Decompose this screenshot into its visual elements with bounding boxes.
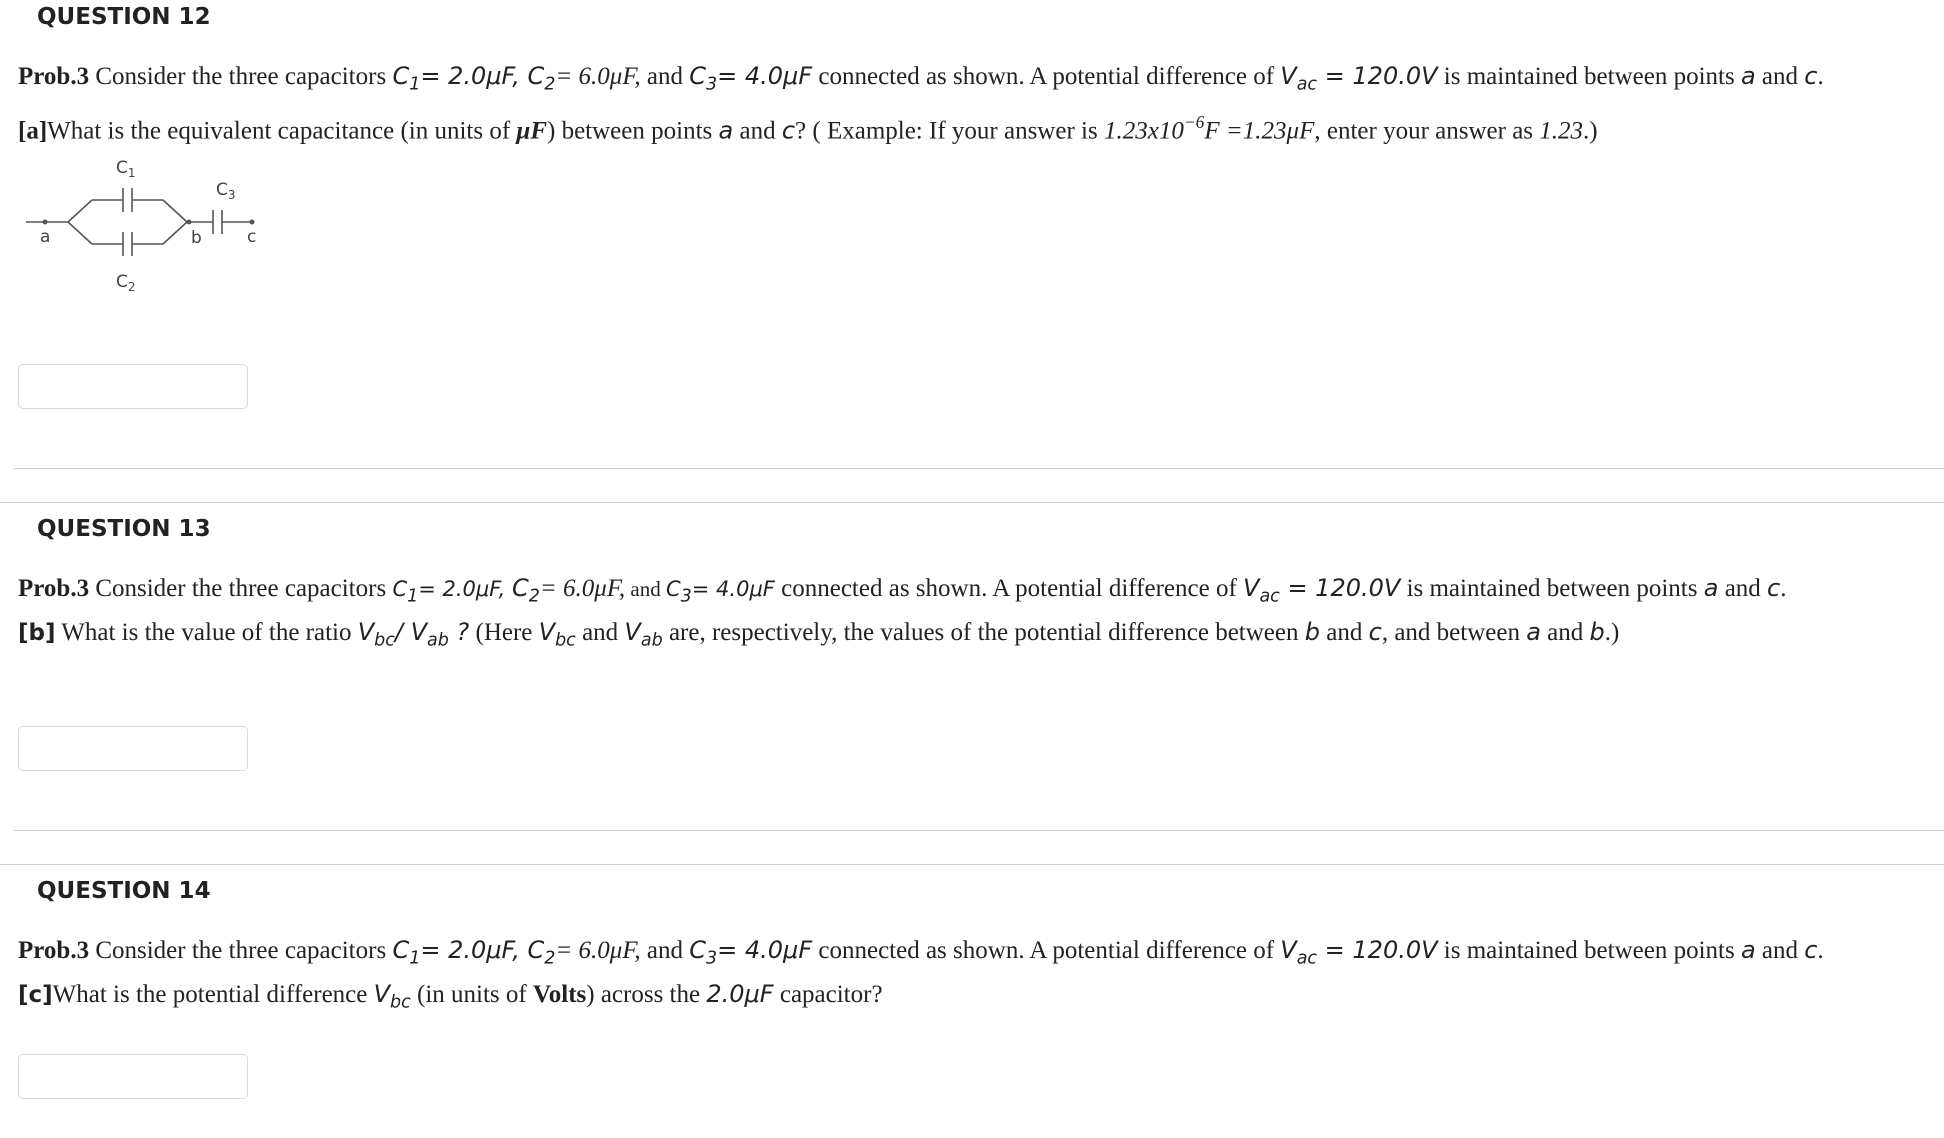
c1-label: $C_1$ (116, 158, 136, 180)
part-label: [a] (18, 117, 48, 145)
question-12-prompt: [a]What is the equivalent capacitance (in units of μF) between points a and c? ( Example: If your answer is $1.23x10^{-6}F =1.23\mu F$, enter your answer as 1.23.) (18, 112, 1598, 145)
prob-label: Prob.3 (18, 937, 90, 964)
node-b-dot (187, 220, 192, 225)
node-b-label: b (191, 228, 202, 248)
divider (0, 502, 1944, 503)
question-13-header: QUESTION 13 (37, 516, 211, 542)
question-14-statement: Prob.3 Consider the three capacitors $C_1= 2.0\mu F$, $C_2= 6.0\mu F$, and $C_3= 4.0\mu F$ connected as shown. A potential difference of $V_{ac} = 120.0V$ is maintained between points a and c. (18, 936, 1824, 969)
question-13-answer-input[interactable] (18, 726, 248, 771)
question-12-statement: Prob.3 Consider the three capacitors $C_1= 2.0\mu F$, $C_2= 6.0\mu F$, and $C_3= 4.0\mu F$ connected as shown. A potential difference of $V_{ac} = 120.0V$ is maintained between points a and c. (18, 62, 1824, 95)
node-a-label: a (40, 227, 51, 247)
question-14-header: QUESTION 14 (37, 878, 211, 904)
divider (14, 468, 1944, 469)
prob-label: Prob.3 (18, 575, 90, 602)
node-c-label: c (247, 227, 257, 247)
circuit-diagram (20, 150, 260, 295)
divider (14, 830, 1944, 831)
c2-label: $C_2$ (116, 272, 136, 294)
question-12-answer-input[interactable] (18, 364, 248, 409)
question-14-prompt: [c]What is the potential difference $V_{bc}$ (in units of Volts) across the 2.0μF capacitor? (18, 980, 883, 1013)
question-12-header: QUESTION 12 (37, 4, 211, 30)
c3-label: $C_3$ (216, 180, 236, 202)
part-label: [b] (18, 620, 56, 646)
node-a-dot (43, 220, 48, 225)
node-c-dot (250, 220, 255, 225)
question-13-prompt: [b] What is the value of the ratio $V_{bc}/$ $V_{ab}$ ? (Here $V_{bc}$ and $V_{ab}$ are, respectively, the values of the potential difference between b and c, and between a and b.) (18, 618, 1620, 651)
question-13-statement: Prob.3 Consider the three capacitors $C_1= 2.0\mu F$, $C_2= 6.0\mu F$, and $C_3= 4.0\mu F$ connected as shown. A potential difference of $V_{ac} = 120.0V$ is maintained between points a and c. (18, 574, 1787, 607)
divider (0, 864, 1944, 865)
question-14-answer-input[interactable] (18, 1054, 248, 1099)
part-label: [c] (18, 982, 53, 1008)
prob-label: Prob.3 (18, 63, 90, 90)
